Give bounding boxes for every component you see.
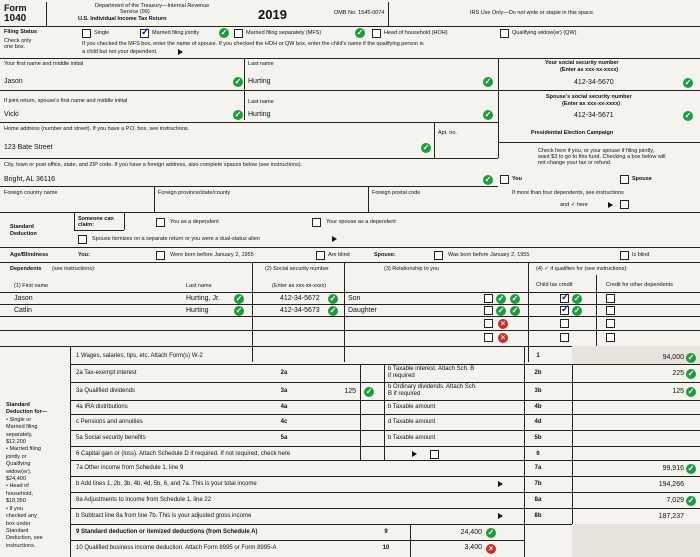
dep2-child-credit-valid-icon — [572, 306, 582, 316]
side-note-line: box under — [6, 520, 31, 527]
dep-col-ssn: (2) Social security number — [265, 266, 329, 272]
side-note-line: checked any — [6, 513, 37, 520]
dep1-name-valid-icon — [234, 294, 244, 304]
more-dependents-text2: and ✓ here — [560, 202, 588, 208]
line9-label: 9 Standard deduction or itemized deductions (from Schedule A) — [76, 529, 258, 535]
arrow-icon — [498, 481, 503, 487]
line3b-label: b Ordinary dividends. Attach Sch. B if required — [388, 384, 477, 397]
line6-checkbox[interactable] — [430, 450, 439, 459]
filing-status-label: Filing Status — [4, 29, 37, 35]
married-separately-valid-icon — [355, 28, 365, 38]
head-of-household-checkbox[interactable] — [372, 29, 381, 38]
dep1-other-credit-checkbox[interactable] — [606, 294, 615, 303]
apt-no-label: Apt. no. — [438, 130, 457, 136]
age-you-label: You: — [78, 252, 90, 258]
dep2-other-credit-checkbox[interactable] — [606, 306, 615, 315]
dep-col-child-credit: Child tax credit — [536, 282, 573, 288]
single-checkbox[interactable] — [82, 29, 91, 38]
form-number: 1040 — [4, 13, 27, 24]
line8a-label: 8a Adjustments to income from Schedule 1, line 22 — [76, 497, 212, 503]
line2a-number: 2a — [280, 370, 288, 376]
line10-label: 10 Qualified business income deduction. Attach Form 8995 or Form 8995-A — [76, 545, 277, 551]
dep1-rel-valid-icon — [496, 294, 506, 304]
arrow-icon — [332, 236, 337, 242]
line7a-value[interactable]: 99,916 — [662, 465, 684, 472]
married-jointly-checkbox[interactable] — [140, 29, 149, 38]
qualifying-widow-checkbox[interactable] — [500, 29, 509, 38]
line4d-label: d Taxable amount — [388, 419, 436, 425]
spouse-first-name[interactable]: Vicki — [4, 111, 19, 118]
side-note-line: • If you — [6, 505, 23, 512]
side-note-line: • Married filing — [6, 446, 41, 453]
home-address[interactable]: 123 Bate Street — [4, 144, 53, 151]
dep-col-first-name: (1) First name — [14, 283, 49, 289]
line9-number: 9 — [384, 529, 388, 535]
dep1-ssn-valid-icon — [328, 294, 338, 304]
last-name-label: Last name — [248, 61, 274, 67]
head-of-household-label: Head of household (HOH) — [384, 30, 448, 36]
line7b-number: 7b — [534, 481, 542, 487]
married-separately-label: Married filing separately (MFS) — [246, 30, 322, 36]
dep4-child-credit-checkbox[interactable] — [560, 333, 569, 342]
line9-valid-icon — [486, 528, 496, 538]
spouse-last-name[interactable]: Hurting — [248, 111, 271, 118]
filing-status-note: If you checked the MFS box, enter the name of spouse. If you checked the HOH or QW box, enter the child's name if the qualifying person is — [82, 41, 424, 47]
spouse-blind-checkbox[interactable] — [620, 251, 629, 260]
more-dependents-checkbox[interactable] — [620, 200, 629, 209]
claim-label: claim: — [78, 222, 94, 228]
line2b-value[interactable]: 225 — [672, 370, 684, 377]
dep1-rel-dropdown[interactable] — [484, 294, 493, 303]
line8b-label: b Subtract line 8a from line 7b. This is your adjusted gross income — [76, 513, 252, 519]
line1-value[interactable]: 94,000 — [662, 354, 684, 361]
dept-line1: Department of the Treasury—Internal Revenue — [95, 3, 210, 9]
irs-use-only: IRS Use Only—Do not write or staple in this space. — [470, 10, 595, 16]
spouse-ssn-format: (Enter as xxx-xx-xxxx) — [562, 101, 621, 107]
city-valid-icon — [483, 175, 493, 185]
line2b-number: 2b — [534, 370, 542, 376]
line7a-valid-icon — [686, 464, 696, 474]
dep-col-last-name: Last name — [186, 283, 212, 289]
line5b-number: 5b — [534, 435, 542, 441]
line8b-value: 187,237 — [658, 513, 684, 520]
dep1-ssn[interactable]: 412-34-5672 — [280, 295, 320, 302]
spouse-itemizes-label: Spouse itemizes on a separate return or you were a dual-status alien — [92, 236, 260, 242]
spouse-last-name-valid-icon — [483, 110, 493, 120]
line6-label: 6 Capital gain or (loss). Attach Schedule D if required. If not required, check here — [76, 451, 291, 457]
line7a-number: 7a — [534, 465, 542, 471]
side-note-line: $18,350 — [6, 498, 26, 505]
arrow-icon — [178, 49, 183, 55]
line4c-label: c Pensions and annuities — [76, 419, 143, 425]
side-note-line: Married filing — [6, 424, 38, 431]
dep3-error-icon — [498, 319, 508, 329]
line3a-number: 3a — [280, 388, 288, 394]
line8a-valid-icon — [686, 496, 696, 506]
dep2-rel-valid-icon — [510, 306, 520, 316]
line3a-value[interactable]: 125 — [344, 388, 356, 395]
dep2-last-name[interactable]: Hurting — [186, 307, 209, 314]
line4c-number: 4c — [280, 419, 288, 425]
form-label: Form — [4, 3, 27, 13]
foreign-country-label: Foreign country name — [4, 190, 58, 196]
line8a-value[interactable]: 7,029 — [666, 497, 684, 504]
dep1-child-credit-checkbox[interactable] — [560, 294, 569, 303]
line7b-label: b Add lines 1, 2b, 3b, 4b, 4d, 5b, 6, and 7a. This is your total income — [76, 481, 257, 487]
taxpayer-last-name[interactable]: Hurting — [248, 78, 271, 85]
dep-col-qualifies: (4) ✓ if qualifies for (see instructions): — [536, 266, 628, 272]
spouse-born-before-checkbox[interactable] — [434, 251, 443, 260]
spouse-ssn-valid-icon — [683, 111, 693, 121]
campaign-text3: not change your tax or refund. — [538, 160, 612, 166]
first-name-valid-icon — [233, 77, 243, 87]
campaign-text2: want $3 to go to this fund. Checking a box below will — [538, 154, 666, 160]
dep1-child-credit-valid-icon — [572, 294, 582, 304]
dep2-ssn-valid-icon — [328, 306, 338, 316]
campaign-spouse-label: Spouse — [632, 176, 652, 182]
arrow-icon — [412, 451, 417, 457]
dep1-rel-valid-icon — [510, 294, 520, 304]
line3a-valid-icon — [364, 387, 374, 397]
you-blind-label: Are blind — [328, 252, 350, 258]
omb-number: OMB No. 1545-0074 — [334, 10, 385, 16]
line7a-label: 7a Other income from Schedule 1, line 9 — [76, 465, 184, 471]
dep3-rel-dropdown[interactable] — [484, 319, 493, 328]
dep2-rel-dropdown[interactable] — [484, 306, 493, 315]
dependents-see-instructions: (see instructions): — [52, 266, 96, 272]
line10-number: 10 — [382, 545, 390, 551]
dep3-other-credit-checkbox[interactable] — [606, 319, 615, 328]
side-note-line: widow(er), — [6, 468, 32, 475]
line9-value[interactable]: 24,400 — [460, 529, 482, 536]
first-name-label: Your first name and middle initial — [4, 61, 84, 67]
line8a-number: 8a — [534, 497, 542, 503]
line6-number: 6 — [536, 451, 540, 457]
ssn-format: (Enter as xxx-xx-xxxx) — [560, 67, 619, 73]
filing-status-note2: a child but not your dependent. — [82, 49, 158, 55]
you-dependent-checkbox[interactable] — [156, 218, 165, 227]
line1-valid-icon — [686, 353, 696, 363]
foreign-postal-label: Foreign postal code — [372, 190, 421, 196]
foreign-province-label: Foreign province/state/county — [158, 190, 231, 196]
dependents-label: Dependents — [10, 266, 42, 272]
dep-col-ssn-format: (Enter as xxx-xx-xxxx) — [272, 283, 327, 289]
qualifying-widow-label: Qualifying widow(er) (QW) — [512, 30, 577, 36]
dept-line3: U.S. Individual Income Tax Return — [78, 16, 167, 22]
arrow-icon — [608, 202, 613, 208]
dep2-relationship[interactable]: Daughter — [348, 307, 377, 314]
you-born-before-label: Were born before January 2, 1955 — [170, 252, 254, 258]
dep2-child-credit-checkbox[interactable] — [560, 306, 569, 315]
spouse-blind-label: Is blind — [632, 252, 650, 258]
line3b-value[interactable]: 125 — [672, 388, 684, 395]
side-note-line: instructions. — [6, 542, 36, 549]
city-label: City, town or post office, state, and ZIP code. If you have a foreign address, also complete spaces below (see instructions). — [4, 162, 303, 168]
line4b-label: b Taxable amount — [388, 404, 436, 410]
dep2-ssn[interactable]: 412-34-5673 — [280, 307, 320, 314]
arrow-icon — [498, 513, 503, 519]
line3b-valid-icon — [686, 387, 696, 397]
spouse-ssn[interactable]: 412-34-5671 — [574, 112, 614, 119]
side-note-line: $24,400 — [6, 476, 26, 483]
taxpayer-first-name[interactable]: Jason — [4, 78, 23, 85]
you-dependent-label: You as a dependent — [170, 219, 219, 225]
side-note-line: household, — [6, 490, 33, 497]
taxpayer-ssn[interactable]: 412-34-5670 — [574, 79, 614, 86]
side-note-line: separately, — [6, 431, 33, 438]
ssn-valid-icon — [683, 78, 693, 88]
line4b-number: 4b — [534, 404, 542, 410]
std-deduction-label: Standard — [10, 224, 34, 230]
line5b-label: b Taxable amount — [388, 435, 436, 441]
line4d-number: 4d — [534, 419, 542, 425]
married-jointly-label: Married filing jointly — [152, 30, 200, 36]
side-note-line: • Single or — [6, 416, 32, 423]
you-born-before-checkbox[interactable] — [156, 251, 165, 260]
line10-error-icon — [486, 544, 496, 554]
home-address-valid-icon — [421, 143, 431, 153]
last-name-valid-icon — [483, 77, 493, 87]
side-note-line: Standard — [6, 527, 29, 534]
side-note-line: Deduction, see — [6, 535, 43, 542]
side-note-line: $12,200 — [6, 439, 26, 446]
dep2-first-name[interactable]: Catlin — [14, 307, 32, 314]
check-only-label: Check only — [4, 38, 32, 44]
someone-can-label: Someone can — [78, 216, 114, 222]
spouse-dependent-checkbox[interactable] — [312, 218, 321, 227]
std-deduction-side-note — [6, 402, 68, 550]
spouse-dependent-label: Your spouse as a dependent — [326, 219, 396, 225]
single-label: Single — [94, 30, 110, 36]
side-note-line: Deduction for— — [6, 409, 48, 416]
spouse-ssn-label: Spouse's social security number — [546, 94, 632, 100]
line2b-valid-icon — [686, 369, 696, 379]
campaign-text1: Check here if you, or your spouse if filing jointly, — [538, 148, 655, 154]
side-note-line: Standard — [6, 402, 30, 408]
dep1-relationship[interactable]: Son — [348, 295, 361, 302]
married-separately-checkbox[interactable] — [234, 29, 243, 38]
more-dependents-text: If more than four dependents, see instructions — [512, 190, 624, 196]
age-spouse-label: Spouse: — [374, 252, 396, 258]
dep4-rel-dropdown[interactable] — [484, 333, 493, 342]
campaign-you-label: You — [512, 176, 522, 182]
line1-number: 1 — [536, 353, 540, 359]
line4a-label: 4a IRA distributions — [76, 404, 128, 410]
side-note-line: jointly or — [6, 453, 27, 460]
spouse-first-name-valid-icon — [233, 110, 243, 120]
campaign-spouse-checkbox[interactable] — [620, 175, 629, 184]
std-deduction-label2: Deduction — [10, 231, 37, 237]
tax-year: 2019 — [258, 7, 287, 22]
line4a-number: 4a — [280, 404, 288, 410]
you-blind-checkbox[interactable] — [316, 251, 325, 260]
spouse-first-name-label: If joint return, spouse's first name and middle initial — [4, 98, 128, 104]
dep3-child-credit-checkbox[interactable] — [560, 319, 569, 328]
line5a-number: 5a — [280, 435, 288, 441]
line5a-label: 5a Social security benefits — [76, 435, 146, 441]
dep2-rel-valid-icon — [496, 306, 506, 316]
campaign-you-checkbox[interactable] — [500, 175, 509, 184]
married-jointly-valid-icon — [219, 28, 229, 38]
campaign-title: Presidential Election Campaign — [531, 130, 614, 136]
side-note-line: • Head of — [6, 483, 29, 490]
line8b-number: 8b — [534, 513, 542, 519]
line2a-label: 2a Tax-exempt interest — [76, 370, 137, 376]
home-address-label: Home address (number and street). If you have a P.O. box, see instructions. — [4, 126, 190, 132]
line3b-number: 3b — [534, 388, 542, 394]
line3a-label: 3a Qualified dividends — [76, 388, 136, 394]
dept-line2: Service (99) — [120, 9, 150, 15]
one-box-label: one box. — [4, 44, 26, 50]
dep4-other-credit-checkbox[interactable] — [606, 333, 615, 342]
side-note-line: Qualifying — [6, 461, 31, 468]
spouse-itemizes-checkbox[interactable] — [78, 235, 87, 244]
spouse-last-name-label: Last name — [248, 99, 274, 105]
dep-col-relationship: (3) Relationship to you — [384, 266, 440, 272]
line1-label: 1 Wages, salaries, tips, etc. Attach Form(s) W-2 — [76, 353, 203, 359]
city-state-zip[interactable]: Bright, AL 36116 — [4, 176, 55, 183]
dep1-last-name[interactable]: Hurting, Jr. — [186, 295, 220, 302]
line2b-label: b Taxable interest. Attach Sch. B if required — [388, 366, 475, 379]
ssn-label: Your social security number — [545, 60, 619, 66]
spouse-born-before-label: Was born before January 2, 1955 — [448, 252, 530, 258]
line7b-value: 194,266 — [658, 481, 684, 488]
dep1-first-name[interactable]: Jason — [14, 295, 33, 302]
age-blindness-label: Age/Blindness — [10, 252, 49, 258]
dep4-error-icon — [498, 333, 508, 343]
line10-value[interactable]: 3,400 — [464, 544, 482, 551]
dep-col-other-credit: Credit for other dependents — [606, 282, 673, 288]
dep2-name-valid-icon — [234, 306, 244, 316]
